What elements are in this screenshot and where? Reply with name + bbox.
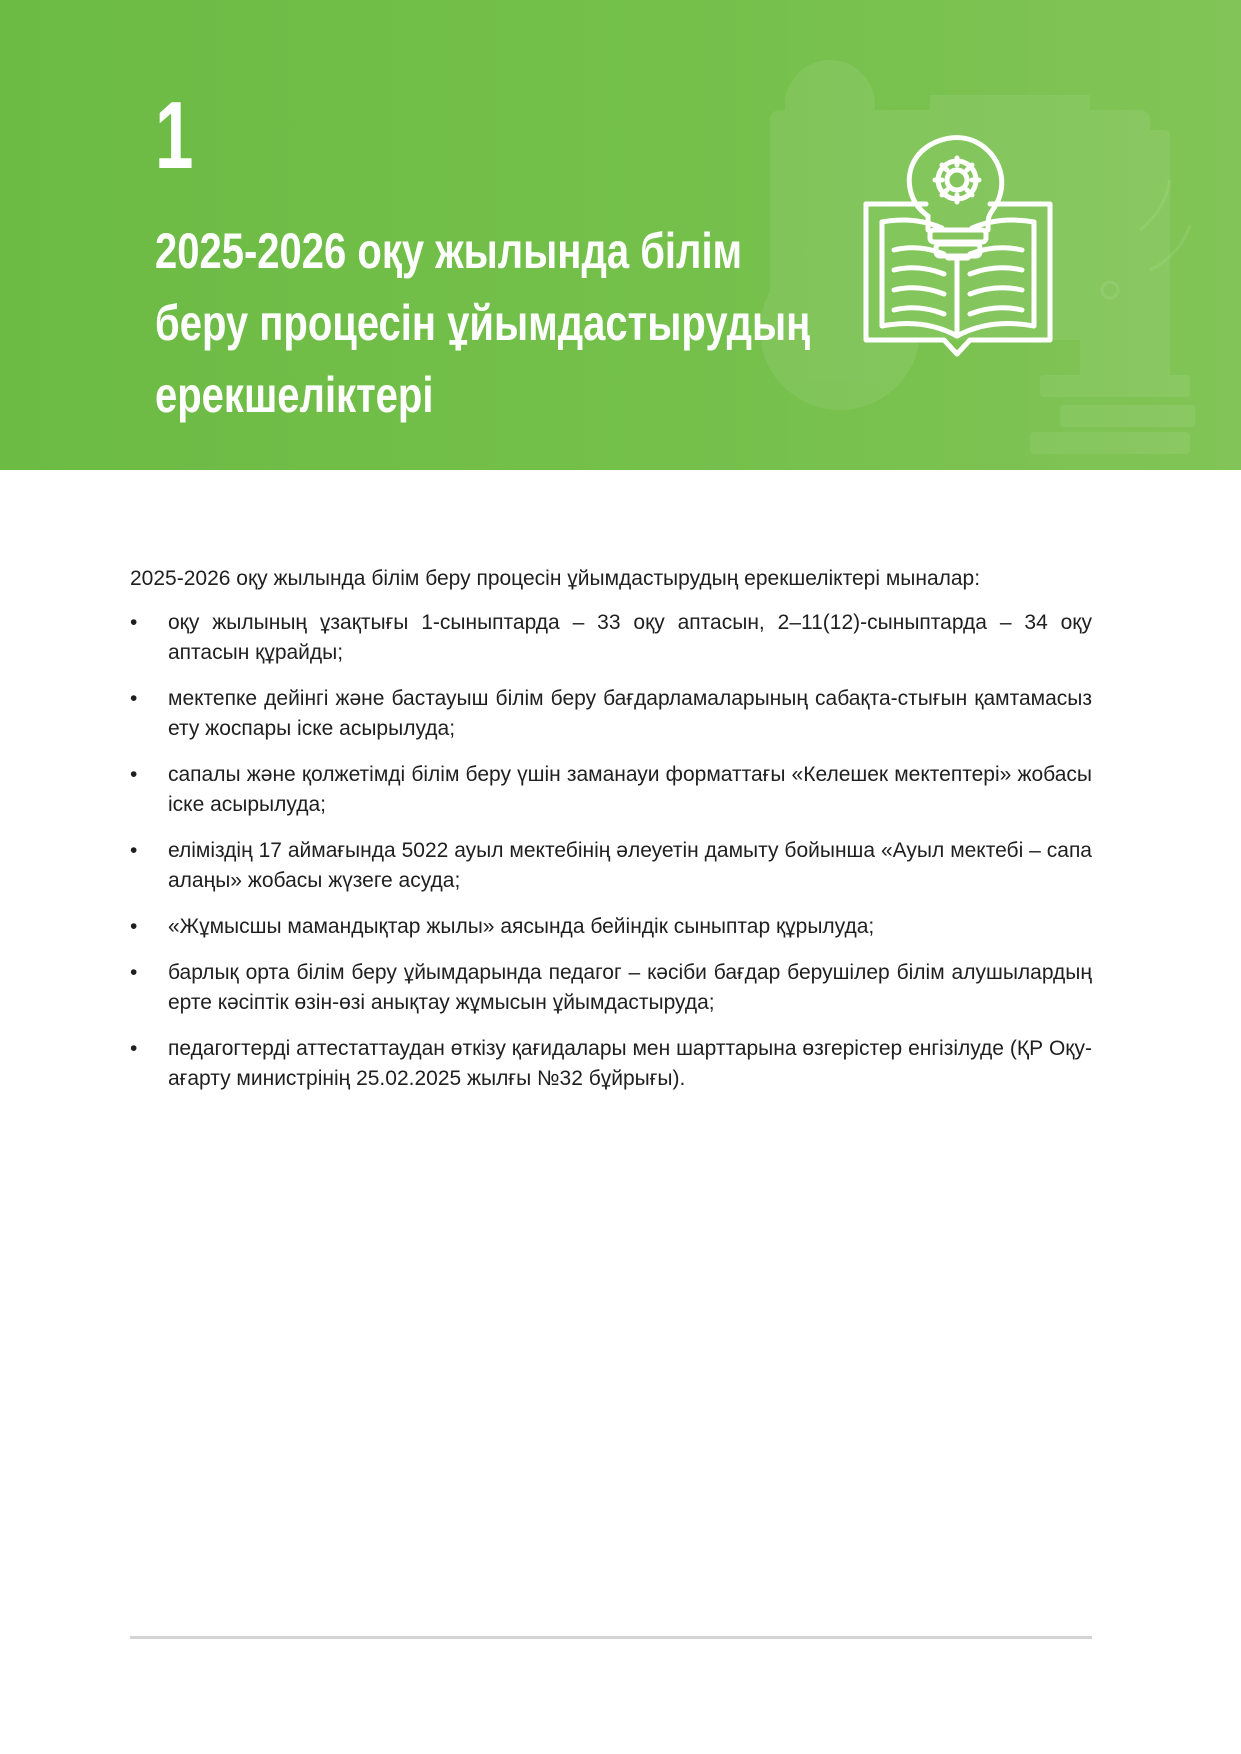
main-content (130, 564, 1092, 1110)
bullet-icon: • (130, 763, 138, 786)
list-item (130, 836, 1092, 896)
chapter-banner (0, 0, 1241, 470)
list-item (130, 912, 1092, 942)
list-item-text: оқу жылының ұзақтығы 1-сыныптарда – 33 оқу аптасын, 2–11(12)-сыныптарда – 34 оқу аптасын құрайды; (168, 611, 1092, 664)
features-list (130, 608, 1092, 1094)
bullet-icon: • (130, 961, 138, 984)
footer-divider (130, 1636, 1092, 1639)
book-lightbulb-gear-icon (860, 132, 1056, 366)
chapter-number: 1 (155, 82, 193, 189)
list-item-text: «Жұмысшы мамандықтар жылы» аясында бейіндік сыныптар құрылуда; (168, 915, 875, 938)
intro-paragraph: 2025-2026 оқу жылында білім беру процесін ұйымдастырудың ерекшеліктері мыналар: (130, 567, 981, 590)
bullet-icon: • (130, 915, 138, 938)
list-item (130, 1034, 1092, 1094)
bullet-icon: • (130, 611, 138, 634)
list-item (130, 684, 1092, 744)
list-item-text: мектепке дейінгі және бастауыш білім беру бағдарламаларының сабақта-стығын қамтамасыз ету жоспары іске асырылуда; (168, 687, 1092, 740)
bullet-icon: • (130, 839, 138, 862)
list-item-text: еліміздің 17 аймағында 5022 ауыл мектебінің әлеуетін дамыту бойынша «Ауыл мектебі – сапа алаңы» жобасы жүзеге асуда; (168, 839, 1092, 892)
list-item (130, 958, 1092, 1018)
list-item (130, 608, 1092, 668)
list-item-text: педагогтерді аттестаттаудан өткізу қағидалары мен шарттарына өзгерістер енгізілуде (ҚР Оқу-ағарту министрінің 25.02.2025 жылғы №32 бұйрығы). (168, 1037, 1092, 1090)
bullet-icon: • (130, 1037, 138, 1060)
list-item (130, 760, 1092, 820)
chapter-title: 2025-2026 оқу жылында білім беру процесін ұйымдастырудың ерекшеліктері (155, 223, 811, 423)
bullet-icon: • (130, 687, 138, 710)
list-item-text: барлық орта білім беру ұйымдарында педагог – кәсіби бағдар берушілер білім алушылардың ерте кәсіптік өзін-өзі анықтау жұмысын ұйымдастыруда; (168, 961, 1092, 1014)
list-item-text: сапалы және қолжетімді білім беру үшін заманауи форматтағы «Келешек мектептері» жобасы іске асырылуда; (168, 763, 1092, 816)
